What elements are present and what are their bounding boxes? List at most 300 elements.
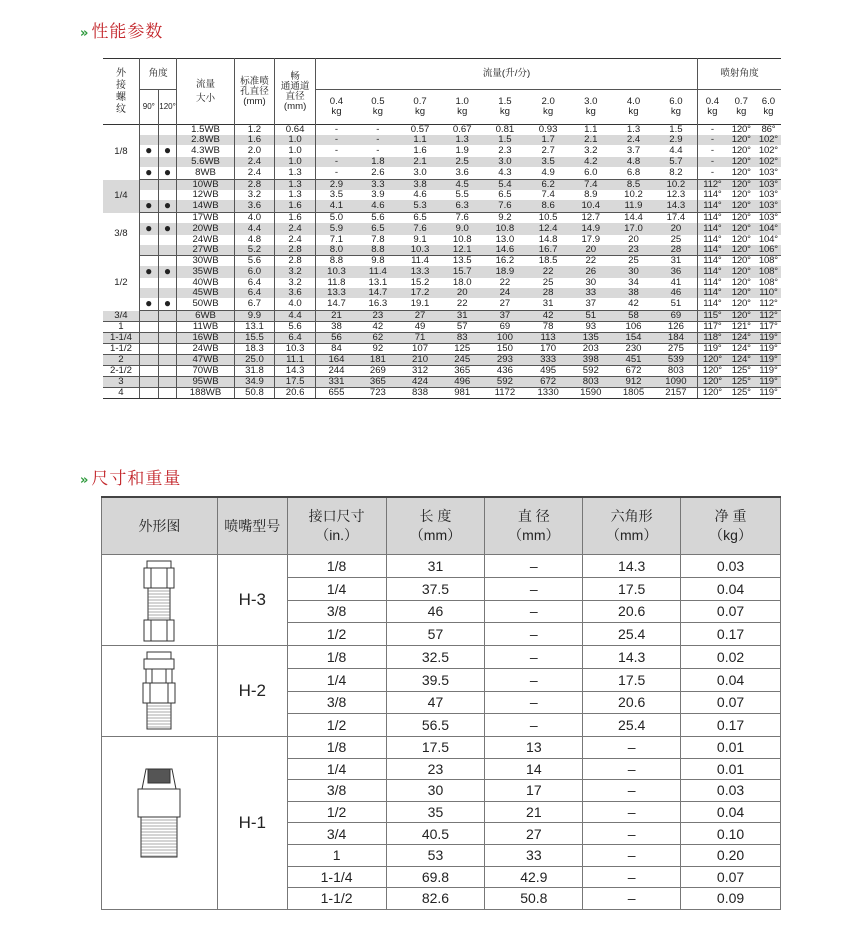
flow-value-cell: 1172 (483, 388, 527, 399)
flow-value-cell: 9.0 (441, 223, 483, 235)
angle-mark-cell (158, 344, 177, 355)
orifice-cell: 5.2 (234, 245, 275, 256)
flow-value-cell: 3.2 (584, 145, 598, 156)
angle-mark-cell (139, 245, 158, 256)
spray-angle-cell: 120° (698, 377, 727, 388)
flow-size-cell: 45WB (177, 288, 234, 298)
angle-available-dot-icon: ● (145, 165, 153, 179)
flow-value-cell: - (357, 135, 399, 145)
flow-value-cell: 13.0 (495, 234, 515, 245)
spray-angle-cell: 119° (756, 333, 781, 344)
dim-dia-cell: 21 (485, 801, 583, 823)
flow-value-cell: 28 (655, 245, 698, 256)
spray-angle-cell: 120° (731, 277, 751, 288)
orifice-cell: 4.4 (234, 223, 275, 235)
thread-size-cell: 4 (103, 388, 139, 399)
passage-cell: 1.3 (275, 180, 316, 191)
dim-dia-cell: 27 (485, 823, 583, 845)
dim-header-line: （kg） (709, 527, 752, 543)
dim-dia-cell: – (485, 555, 583, 578)
spray-angle-cell: 86° (761, 124, 776, 135)
dim-weight-cell: 0.04 (681, 668, 781, 691)
dim-dia-cell: – (485, 691, 583, 714)
flow-value-cell: 11.4 (357, 266, 399, 278)
dim-row (102, 646, 781, 669)
flow-value-cell: 106 (612, 322, 655, 333)
angle-available-dot-icon: ● (145, 264, 153, 278)
spray-angle-cell: 104° (756, 223, 781, 235)
dim-conn-cell: 3/8 (287, 691, 386, 714)
flow-value-cell: 27 (399, 311, 442, 322)
spray-angle-cell: 103° (758, 212, 778, 223)
spray-angle-cell: 115° (698, 311, 727, 322)
thread-size-cell: 1/8 (103, 125, 139, 180)
flow-value-cell: 436 (483, 366, 527, 377)
flow-value-cell: 20 (569, 245, 612, 256)
flow-value-cell: 2.6 (357, 167, 399, 180)
flow-value-cell: 1.6 (413, 145, 427, 156)
angle-mark-cell (158, 377, 177, 388)
header-pressure-unit: kg (736, 106, 747, 117)
flow-value-cell: 210 (399, 355, 442, 366)
flow-value-cell: 11.9 (612, 200, 655, 213)
flow-value-cell: 38 (612, 288, 655, 298)
angle-mark-cell (158, 180, 177, 191)
flow-value-cell: 25 (542, 277, 554, 288)
header-pressure-value: 1.5 (498, 96, 512, 107)
flow-size-cell: 5.6WB (177, 157, 234, 167)
flow-value-cell: 3.0 (399, 167, 442, 180)
flow-size-cell: 12WB (177, 190, 234, 200)
passage-cell: 1.0 (275, 145, 316, 157)
flow-value-cell: 20 (441, 288, 483, 298)
header-line: 通通道 (280, 80, 310, 92)
orifice-cell: 6.0 (234, 266, 275, 278)
angle-mark-cell (158, 298, 177, 311)
flow-value-cell: 3.3 (357, 180, 399, 191)
flow-value-cell: 37 (569, 298, 612, 311)
model-cell: H-2 (217, 646, 287, 737)
angle-mark-cell (139, 235, 158, 245)
spray-angle-cell: - (710, 124, 714, 135)
dim-length-cell: 47 (386, 691, 485, 714)
header-line: 流量 (195, 78, 216, 90)
flow-value-cell: - (334, 124, 339, 135)
spray-angle-cell: 119° (756, 388, 781, 399)
orifice-cell: 34.9 (234, 377, 275, 388)
header-pressure-unit: kg (331, 106, 342, 117)
flow-value-cell: 5.6 (371, 212, 385, 223)
flow-value-cell: 62 (357, 333, 399, 344)
round-male-nozzle-icon (128, 738, 190, 908)
flow-value-cell: 803 (569, 377, 612, 388)
dim-length-cell: 46 (386, 600, 485, 623)
flow-value-cell: 17.2 (399, 288, 442, 298)
header-pressure (357, 90, 399, 125)
flow-size-cell: 95WB (177, 377, 234, 388)
dim-dia-cell: 33 (485, 844, 583, 866)
flow-value-cell: 14.7 (357, 288, 399, 298)
header-pressure-value: 0.7 (413, 96, 427, 107)
header-pressure-unit: kg (372, 106, 383, 117)
passage-cell: 10.3 (275, 344, 316, 355)
flow-value-cell: 22 (527, 266, 570, 278)
passage-cell: 11.1 (275, 355, 316, 366)
flow-size-cell: 4.3WB (177, 145, 234, 157)
section-title-dimensions (80, 464, 181, 489)
passage-cell: 5.6 (275, 322, 316, 333)
flow-value-cell: 6.5 (498, 189, 512, 200)
angle-mark-cell (158, 322, 177, 333)
flow-size-cell: 20WB (177, 223, 234, 235)
header-pressure-value: 2.0 (541, 96, 555, 107)
flow-value-cell: 14.6 (483, 245, 527, 256)
passage-cell: 1.3 (275, 190, 316, 200)
spray-angle-cell: 117° (756, 322, 781, 333)
header-pressure-unit: kg (585, 106, 596, 117)
flow-value-cell: - (334, 145, 339, 156)
flow-value-cell: 3.5 (329, 189, 344, 200)
flow-value-cell: 69 (483, 322, 527, 333)
spray-angle-cell: 120° (731, 189, 751, 200)
header-pressure-value: 0.4 (705, 96, 720, 107)
flow-value-cell: 672 (527, 377, 570, 388)
dim-header (217, 497, 287, 555)
header-pressure-unit: kg (499, 106, 510, 117)
header-angle-120: 120° (158, 90, 177, 125)
orifice-cell: 31.8 (234, 366, 275, 377)
dim-length-cell: 23 (386, 758, 485, 780)
dim-weight-cell: 0.20 (681, 844, 781, 866)
flow-value-cell: 84 (315, 344, 357, 355)
spray-angle-cell: 102° (756, 135, 781, 145)
spray-angle-cell: 106° (756, 245, 781, 256)
header-line: 标准喷 (240, 75, 269, 87)
flow-value-cell: 424 (399, 377, 442, 388)
dim-conn-cell: 3/8 (287, 780, 386, 802)
flow-value-cell: 22 (499, 277, 511, 288)
spray-angle-cell: 120° (731, 212, 751, 223)
dim-weight-cell: 0.03 (681, 555, 781, 578)
flow-value-cell: 1.1 (399, 135, 442, 145)
spray-angle-cell: 112° (698, 180, 727, 191)
passage-cell: 6.4 (275, 333, 316, 344)
flow-value-cell: 11.8 (327, 277, 346, 288)
flow-value-cell: 10.3 (315, 266, 357, 278)
flow-value-cell: 16.2 (495, 255, 515, 266)
dim-header-line: （mm） (508, 527, 560, 543)
spray-angle-cell: 119° (756, 366, 781, 377)
flow-value-cell: - (315, 135, 357, 145)
dim-conn-cell: 1/2 (287, 801, 386, 823)
spray-angle-cell: 120° (698, 388, 727, 399)
flow-value-cell: 539 (655, 355, 698, 366)
model-cell: H-3 (217, 555, 287, 646)
angle-mark-cell (158, 388, 177, 399)
flow-value-cell: 25 (655, 235, 698, 245)
spray-angle-cell: 120° (727, 311, 756, 322)
spray-angle-cell: 114° (698, 223, 727, 235)
dim-dia-cell: 50.8 (485, 888, 583, 910)
table-row (103, 245, 781, 256)
flow-value-cell: 4.9 (527, 167, 570, 180)
angle-available-dot-icon: ● (163, 198, 172, 212)
angle-mark-cell (139, 333, 158, 344)
flow-value-cell: 10.8 (452, 234, 472, 245)
dim-dia-cell: – (485, 668, 583, 691)
section-title-performance (80, 17, 163, 42)
spray-angle-cell: 103° (756, 180, 781, 191)
spray-angle-cell: - (698, 167, 727, 180)
header-pressure (441, 90, 483, 125)
orifice-cell: 5.6 (234, 256, 275, 267)
dimensions-table (101, 496, 781, 910)
flow-value-cell: 24 (483, 288, 527, 298)
flow-size-cell: 47WB (177, 355, 234, 366)
flow-value-cell: 4.6 (357, 200, 399, 213)
flow-value-cell: 0.57 (410, 124, 430, 135)
flow-value-cell: 13.5 (452, 255, 472, 266)
dim-hex-cell: – (583, 866, 681, 888)
flow-value-cell: 244 (315, 366, 357, 377)
angle-available-dot-icon: ● (145, 221, 153, 235)
flow-value-cell: 19.1 (399, 298, 442, 311)
dim-hex-cell: 17.5 (583, 668, 681, 691)
dim-conn-cell: 1 (287, 844, 386, 866)
header-thread (103, 59, 139, 125)
flow-value-cell: 6.5 (357, 223, 399, 235)
header-pressure-unit: kg (707, 106, 718, 117)
dim-length-cell: 35 (386, 801, 485, 823)
flow-value-cell: 14.3 (655, 200, 698, 213)
flow-value-cell: 164 (315, 355, 357, 366)
spray-angle-cell: 108° (756, 266, 781, 278)
spray-angle-cell: 114° (703, 234, 722, 245)
table-row (103, 333, 781, 344)
flow-value-cell: 51 (569, 311, 612, 322)
header-angle-90: 90° (139, 90, 158, 125)
dim-header (485, 497, 583, 555)
angle-mark-cell (158, 311, 177, 322)
dim-dia-cell: 13 (485, 737, 583, 759)
orifice-cell: 2.0 (234, 145, 275, 157)
angle-mark-cell (158, 266, 177, 278)
flow-value-cell: 150 (483, 344, 527, 355)
flow-value-cell: 1.7 (527, 135, 570, 145)
dim-weight-cell: 0.03 (681, 780, 781, 802)
flow-value-cell: 154 (612, 333, 655, 344)
flow-value-cell: 28 (527, 288, 570, 298)
flow-value-cell: 31 (655, 256, 698, 267)
flow-value-cell: 126 (655, 322, 698, 333)
flow-value-cell: 58 (612, 311, 655, 322)
spray-angle-cell: 114° (698, 288, 727, 298)
flow-value-cell: 4.8 (612, 157, 655, 167)
thread-size-cell: 2-1/2 (103, 366, 139, 377)
angle-available-dot-icon: ● (163, 165, 172, 179)
spray-angle-cell: 120° (727, 200, 756, 213)
spray-angle-cell: 114° (698, 200, 727, 213)
spray-angle-cell: - (698, 135, 727, 145)
flow-value-cell: 495 (527, 366, 570, 377)
flow-value-cell: 8.5 (612, 180, 655, 191)
flow-value-cell: 34 (628, 277, 639, 288)
angle-mark-cell (139, 125, 158, 136)
dim-weight-cell: 0.04 (681, 577, 781, 600)
flow-value-cell: 7.4 (569, 180, 612, 191)
spray-angle-cell: 124° (727, 344, 756, 355)
flow-size-cell: 40WB (177, 278, 234, 288)
flow-value-cell: 113 (527, 333, 570, 344)
header-thread-char: 外 (115, 67, 126, 79)
dim-conn-cell: 1/8 (287, 555, 386, 578)
header-pressure (483, 90, 527, 125)
spray-angle-cell: 120° (727, 266, 756, 278)
spray-angle-cell: 120° (698, 355, 727, 366)
flow-value-cell: - (315, 167, 357, 180)
flow-value-cell: 17.4 (655, 213, 698, 224)
angle-mark-cell (158, 145, 177, 157)
dim-conn-cell: 1/2 (287, 623, 386, 646)
flow-value-cell: 655 (315, 388, 357, 399)
spray-angle-cell: 125° (727, 377, 756, 388)
flow-value-cell: 245 (441, 355, 483, 366)
flow-value-cell: 10.2 (655, 180, 698, 191)
orifice-cell: 50.8 (234, 388, 275, 399)
flow-value-cell: 12.3 (655, 190, 698, 200)
spray-angle-cell: 102° (756, 157, 781, 167)
passage-cell: 2.8 (275, 256, 316, 267)
flow-value-cell: 2.9 (315, 180, 357, 191)
table-row (103, 135, 781, 145)
flow-value-cell: 4.1 (315, 200, 357, 213)
flow-value-cell: 5.5 (455, 189, 469, 200)
flow-value-cell: 23 (612, 245, 655, 256)
flow-size-cell: 10WB (177, 180, 234, 191)
dim-hex-cell: 17.5 (583, 577, 681, 600)
flow-value-cell: 5.9 (315, 223, 357, 235)
dim-conn-cell: 1/4 (287, 668, 386, 691)
flow-value-cell: 7.4 (541, 189, 555, 200)
spray-angle-cell: 125° (727, 388, 756, 399)
dim-dia-cell: – (485, 623, 583, 646)
dim-weight-cell: 0.07 (681, 600, 781, 623)
spray-angle-cell: - (710, 145, 714, 156)
spray-angle-cell: 125° (727, 366, 756, 377)
flow-value-cell: 4.3 (483, 167, 527, 180)
flow-size-cell: 14WB (177, 200, 234, 213)
flow-value-cell: 2.1 (569, 135, 612, 145)
flow-value-cell: 71 (399, 333, 442, 344)
flow-value-cell: 592 (569, 366, 612, 377)
dim-header-line: （in.） (315, 527, 358, 543)
flow-value-cell: 981 (441, 388, 483, 399)
header-pressure-value: 4.0 (626, 96, 641, 107)
passage-cell: 17.5 (275, 377, 316, 388)
angle-available-dot-icon: ● (145, 296, 153, 310)
flow-value-cell: 451 (612, 355, 655, 366)
header-pressure (399, 90, 442, 125)
dim-weight-cell: 0.10 (681, 823, 781, 845)
angle-mark-cell (158, 366, 177, 377)
flow-value-cell: 42 (357, 322, 399, 333)
flow-size-cell: 30WB (177, 256, 234, 267)
dim-weight-cell: 0.17 (681, 714, 781, 737)
flow-value-cell: 2.5 (441, 157, 483, 167)
spray-angle-cell: 117° (698, 322, 727, 333)
table-row (103, 366, 781, 377)
dim-conn-cell: 1/4 (287, 577, 386, 600)
spray-angle-cell: 119° (756, 377, 781, 388)
spray-angle-cell: 114° (703, 212, 722, 223)
dim-conn-cell: 1/8 (287, 737, 386, 759)
spray-angle-cell: 103° (758, 189, 778, 200)
flow-value-cell: 1.9 (455, 145, 469, 156)
header-pressure-value: 6.0 (761, 96, 776, 107)
flow-value-cell: 1.8 (357, 157, 399, 167)
hex-male-nozzle-icon (128, 646, 190, 736)
passage-cell: 14.3 (275, 366, 316, 377)
angle-mark-cell (139, 180, 158, 191)
flow-value-cell: 14.4 (624, 212, 643, 223)
dim-header-line: 长 度 (419, 508, 452, 524)
flow-value-cell: 69 (655, 311, 698, 322)
table-row (103, 311, 781, 322)
dim-header-line: 六角形 (610, 508, 653, 524)
angle-mark-cell (139, 311, 158, 322)
angle-mark-cell (158, 125, 177, 136)
flow-value-cell: 275 (655, 344, 698, 355)
header-flow-group: 流量(升/分) (315, 59, 697, 90)
dim-dia-cell: – (485, 646, 583, 669)
angle-available-dot-icon: ● (163, 264, 172, 278)
dim-row (102, 555, 781, 578)
dim-length-cell: 39.5 (386, 668, 485, 691)
flow-value-cell: 14.9 (569, 223, 612, 235)
header-line: (mm) (283, 100, 307, 112)
section-marker-icon: » (80, 473, 88, 488)
flow-value-cell: 1.5 (483, 135, 527, 145)
header-pressure (655, 90, 698, 125)
flow-value-cell: 20 (655, 223, 698, 235)
header-line: (mm) (243, 95, 266, 107)
flow-size-cell: 11WB (177, 322, 234, 333)
table-row (103, 377, 781, 388)
flow-value-cell: 1590 (569, 388, 612, 399)
flow-value-cell: 57 (441, 322, 483, 333)
flow-value-cell: 6.0 (569, 167, 612, 180)
flow-value-cell: 46 (655, 288, 698, 298)
dim-hex-cell: – (583, 888, 681, 910)
flow-value-cell: 83 (441, 333, 483, 344)
dim-hex-cell: – (583, 780, 681, 802)
orifice-cell: 2.8 (234, 180, 275, 191)
spray-angle-cell: 120° (727, 245, 756, 256)
dim-length-cell: 69.8 (386, 866, 485, 888)
table-row (103, 167, 781, 180)
flow-value-cell: 9.2 (498, 212, 512, 223)
flow-value-cell: 269 (357, 366, 399, 377)
thread-size-cell: 2 (103, 355, 139, 366)
section-marker-icon: » (80, 26, 88, 41)
dim-length-cell: 82.6 (386, 888, 485, 910)
flow-value-cell: 4.6 (413, 189, 427, 200)
flow-value-cell: 2157 (655, 388, 698, 399)
header-line: 直径 (285, 90, 305, 102)
header-pressure-value: 0.4 (329, 96, 344, 107)
dim-header-line: 接口尺寸 (308, 508, 365, 524)
header-pressure-value: 0.7 (734, 96, 748, 107)
